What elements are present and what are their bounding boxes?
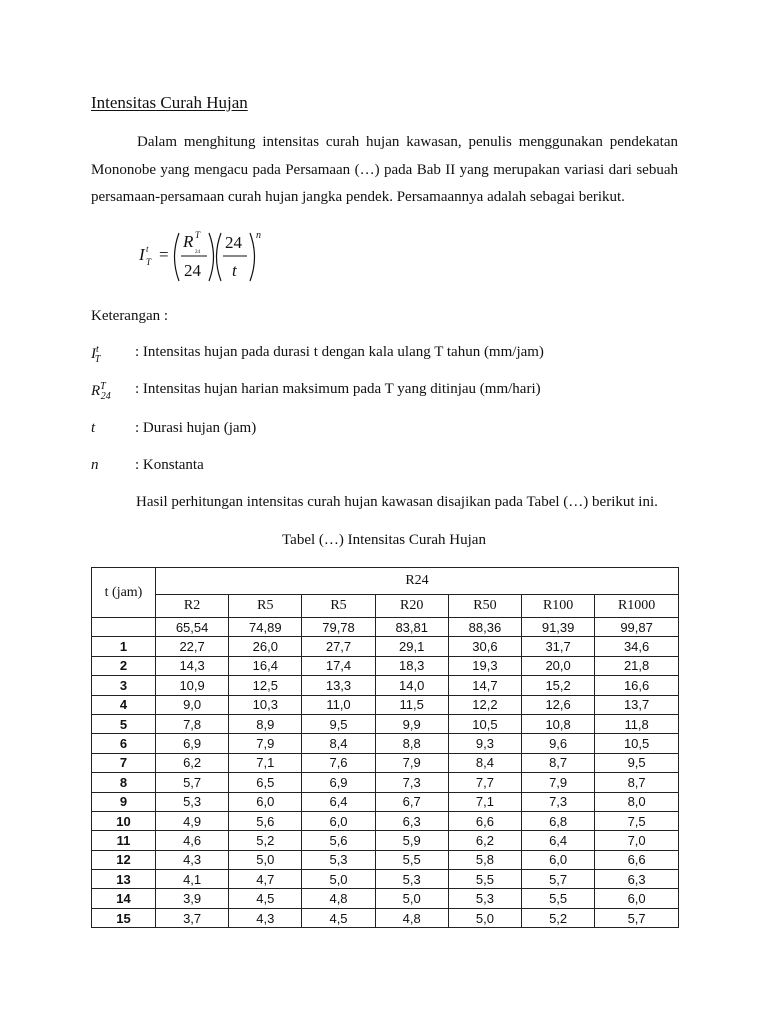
formula-paren-left-2 [217, 233, 222, 281]
t-cell: 11 [92, 831, 156, 850]
intensity-cell: 14,0 [375, 676, 448, 695]
keterangan-symbol: $R^T_{24}$ [91, 381, 111, 402]
intensity-cell: 7,0 [595, 831, 679, 850]
keterangan-symbol: n [91, 457, 99, 473]
intensity-cell: 4,5 [229, 889, 302, 908]
intensity-cell: 5,5 [522, 889, 595, 908]
intensity-cell: 4,8 [302, 889, 375, 908]
intensity-cell: 20,0 [522, 656, 595, 675]
t-cell: 8 [92, 773, 156, 792]
intensity-cell: 5,9 [375, 831, 448, 850]
r24-value-cell: 88,36 [448, 618, 521, 637]
intensity-cell: 8,4 [302, 734, 375, 753]
intensity-cell: 8,7 [595, 773, 679, 792]
intensity-cell: 7,9 [522, 773, 595, 792]
intensity-cell: 7,9 [375, 753, 448, 772]
intensity-cell: 4,3 [229, 908, 302, 927]
intensity-cell: 6,8 [522, 811, 595, 830]
formula-frac2-num: 24 [225, 233, 242, 252]
r24-value-cell: 83,81 [375, 618, 448, 637]
intensity-cell: 13,3 [302, 676, 375, 695]
intensity-cell: 31,7 [522, 637, 595, 656]
table-row [92, 908, 679, 927]
column-header: R5 [302, 595, 375, 618]
t-header: t (jam) [92, 568, 156, 618]
r24-value-cell: 91,39 [522, 618, 595, 637]
table-row [92, 753, 679, 772]
section-heading: Intensitas Curah Hujan [91, 93, 248, 112]
intensity-cell: 5,0 [448, 908, 521, 927]
formula-lhs-sup: t [146, 244, 149, 254]
intensity-cell: 3,9 [156, 889, 229, 908]
intensity-cell: 7,6 [302, 753, 375, 772]
intensity-cell: 22,7 [156, 637, 229, 656]
r24-value-cell: 74,89 [229, 618, 302, 637]
table-row [92, 792, 679, 811]
intensity-cell: 5,2 [229, 831, 302, 850]
intensity-cell: 5,0 [375, 889, 448, 908]
intensity-cell: 4,1 [156, 870, 229, 889]
intensity-cell: 5,7 [522, 870, 595, 889]
intensity-cell: 10,3 [229, 695, 302, 714]
keterangan-label: Keterangan : [91, 308, 169, 324]
t-cell: 4 [92, 695, 156, 714]
table-row [92, 695, 679, 714]
intro-paragraph [91, 129, 678, 212]
column-header: R1000 [595, 595, 679, 618]
intensity-cell: 7,3 [375, 773, 448, 792]
intensity-cell: 5,8 [448, 850, 521, 869]
intensity-cell: 4,3 [156, 850, 229, 869]
column-header: R100 [522, 595, 595, 618]
intensity-cell: 6,0 [522, 850, 595, 869]
intensity-cell: 7,9 [229, 734, 302, 753]
table-row [92, 773, 679, 792]
intensity-cell: 5,7 [595, 908, 679, 927]
intro-paragraph-text: Dalam menghitung intensitas curah hujan kawasan, penulis menggunakan pendekatan Mononobe yang mengacu pada Persamaan (…) pada Bab II yang merupakan variasi dari sebuah persamaan-persamaan curah hujan jangka pendek. Persamaannya adalah sebagai berikut. [91, 134, 678, 205]
t-cell: 13 [92, 870, 156, 889]
intensity-cell: 10,8 [522, 714, 595, 733]
t-cell: 7 [92, 753, 156, 772]
intensity-cell: 12,2 [448, 695, 521, 714]
intensity-cell: 6,7 [375, 792, 448, 811]
intensity-cell: 5,5 [375, 850, 448, 869]
intensity-cell: 6,0 [595, 889, 679, 908]
intensity-cell: 14,7 [448, 676, 521, 695]
formula-paren-right-2 [250, 233, 255, 281]
formula-paren-right-1 [209, 233, 214, 281]
intensity-cell: 5,5 [448, 870, 521, 889]
intensity-cell: 7,1 [229, 753, 302, 772]
formula-lhs-sub: T [146, 257, 152, 267]
intensity-cell: 18,3 [375, 656, 448, 675]
intensity-cell: 5,3 [302, 850, 375, 869]
intensity-cell: 6,2 [448, 831, 521, 850]
intensity-cell: 14,3 [156, 656, 229, 675]
intensity-cell: 11,0 [302, 695, 375, 714]
intensity-cell: 11,5 [375, 695, 448, 714]
intensity-cell: 6,0 [229, 792, 302, 811]
keterangan-definition: : Intensitas hujan pada durasi t dengan kala ulang T tahun (mm/jam) [135, 344, 544, 360]
t-cell: 5 [92, 714, 156, 733]
column-header: R50 [448, 595, 521, 618]
column-header: R5 [229, 595, 302, 618]
t-cell: 9 [92, 792, 156, 811]
intensity-cell: 4,5 [302, 908, 375, 927]
intensity-cell: 9,9 [375, 714, 448, 733]
column-header: R2 [156, 595, 229, 618]
table-row [92, 676, 679, 695]
intensity-cell: 13,7 [595, 695, 679, 714]
intensity-cell: 6,0 [302, 811, 375, 830]
t-cell: 6 [92, 734, 156, 753]
intensity-cell: 6,4 [302, 792, 375, 811]
formula-frac2-den: t [232, 261, 237, 280]
intensity-cell: 6,9 [302, 773, 375, 792]
t-cell: 1 [92, 637, 156, 656]
formula-lhs-base: I [139, 245, 145, 264]
intensity-cell: 17,4 [302, 656, 375, 675]
intensity-cell: 26,0 [229, 637, 302, 656]
intensity-cell: 9,0 [156, 695, 229, 714]
intensity-cell: 5,3 [156, 792, 229, 811]
formula-frac1-num-sub: 24 [195, 250, 200, 255]
intensity-cell: 16,4 [229, 656, 302, 675]
intensity-cell: 3,7 [156, 908, 229, 927]
intensity-cell: 5,7 [156, 773, 229, 792]
intensity-cell: 9,6 [522, 734, 595, 753]
intensity-cell: 4,9 [156, 811, 229, 830]
intensity-cell: 4,7 [229, 870, 302, 889]
formula-frac1-num-base: R [183, 232, 194, 251]
mononobe-formula [137, 227, 277, 287]
intensity-cell: 30,6 [448, 637, 521, 656]
formula-paren-left-1 [175, 233, 180, 281]
intensity-cell: 6,5 [229, 773, 302, 792]
intensity-cell: 6,3 [375, 811, 448, 830]
t-cell: 2 [92, 656, 156, 675]
intensity-cell: 34,6 [595, 637, 679, 656]
rainfall-intensity-table [91, 567, 679, 928]
intensity-cell: 7,5 [595, 811, 679, 830]
table-caption: Tabel (…) Intensitas Curah Hujan [282, 532, 486, 548]
table-row [92, 811, 679, 830]
t-cell: 14 [92, 889, 156, 908]
t-cell: 12 [92, 850, 156, 869]
column-header: R20 [375, 595, 448, 618]
intensity-cell: 15,2 [522, 676, 595, 695]
intensity-cell: 10,5 [448, 714, 521, 733]
formula-exponent: n [256, 230, 261, 241]
intensity-cell: 5,3 [448, 889, 521, 908]
r24-value-cell: 79,78 [302, 618, 375, 637]
intensity-cell: 7,7 [448, 773, 521, 792]
formula-frac1-num-sup: T [195, 230, 201, 240]
r24-blank-cell [92, 618, 156, 637]
intensity-cell: 5,2 [522, 908, 595, 927]
intensity-cell: 6,9 [156, 734, 229, 753]
intensity-cell: 5,3 [375, 870, 448, 889]
r24-value-cell: 99,87 [595, 618, 679, 637]
intensity-cell: 8,8 [375, 734, 448, 753]
intensity-cell: 4,8 [375, 908, 448, 927]
intensity-cell: 19,3 [448, 656, 521, 675]
table-row [92, 870, 679, 889]
t-cell: 10 [92, 811, 156, 830]
intensity-cell: 9,5 [595, 753, 679, 772]
intensity-cell: 5,0 [302, 870, 375, 889]
keterangan-definition: : Konstanta [135, 457, 204, 473]
table-row [92, 734, 679, 753]
t-cell: 3 [92, 676, 156, 695]
table-row [92, 831, 679, 850]
r24-group-header: R24 [156, 568, 679, 595]
intensity-cell: 7,8 [156, 714, 229, 733]
intensity-cell: 12,6 [522, 695, 595, 714]
intensity-cell: 10,9 [156, 676, 229, 695]
intensity-cell: 9,5 [302, 714, 375, 733]
keterangan-symbol: $I^t_T$ [91, 344, 101, 365]
intensity-cell: 21,8 [595, 656, 679, 675]
intensity-cell: 7,1 [448, 792, 521, 811]
intensity-cell: 8,0 [595, 792, 679, 811]
intensity-cell: 8,9 [229, 714, 302, 733]
formula-frac1-den: 24 [184, 261, 201, 280]
intensity-cell: 6,4 [522, 831, 595, 850]
keterangan-definition: : Durasi hujan (jam) [135, 420, 257, 436]
r24-value-cell: 65,54 [156, 618, 229, 637]
table-row [92, 889, 679, 908]
intensity-cell: 16,6 [595, 676, 679, 695]
table-row [92, 850, 679, 869]
table-row [92, 656, 679, 675]
intensity-cell: 5,6 [302, 831, 375, 850]
keterangan-definition: : Intensitas hujan harian maksimum pada T yang ditinjau (mm/hari) [135, 381, 541, 397]
intensity-cell: 29,1 [375, 637, 448, 656]
intensity-cell: 7,3 [522, 792, 595, 811]
intensity-cell: 27,7 [302, 637, 375, 656]
table-row [92, 637, 679, 656]
intensity-cell: 8,7 [522, 753, 595, 772]
intensity-cell: 8,4 [448, 753, 521, 772]
intensity-cell: 6,6 [595, 850, 679, 869]
intensity-cell: 12,5 [229, 676, 302, 695]
formula-equals: = [159, 245, 169, 264]
intensity-cell: 10,5 [595, 734, 679, 753]
intensity-cell: 6,6 [448, 811, 521, 830]
intensity-cell: 9,3 [448, 734, 521, 753]
hasil-paragraph: Hasil perhitungan intensitas curah hujan kawasan disajikan pada Tabel (…) berikut ini. [136, 494, 658, 510]
t-cell: 15 [92, 908, 156, 927]
intensity-cell: 11,8 [595, 714, 679, 733]
intensity-cell: 6,3 [595, 870, 679, 889]
intensity-cell: 5,0 [229, 850, 302, 869]
table-row [92, 714, 679, 733]
intensity-cell: 5,6 [229, 811, 302, 830]
intensity-cell: 4,6 [156, 831, 229, 850]
keterangan-symbol: t [91, 420, 96, 436]
intensity-cell: 6,2 [156, 753, 229, 772]
